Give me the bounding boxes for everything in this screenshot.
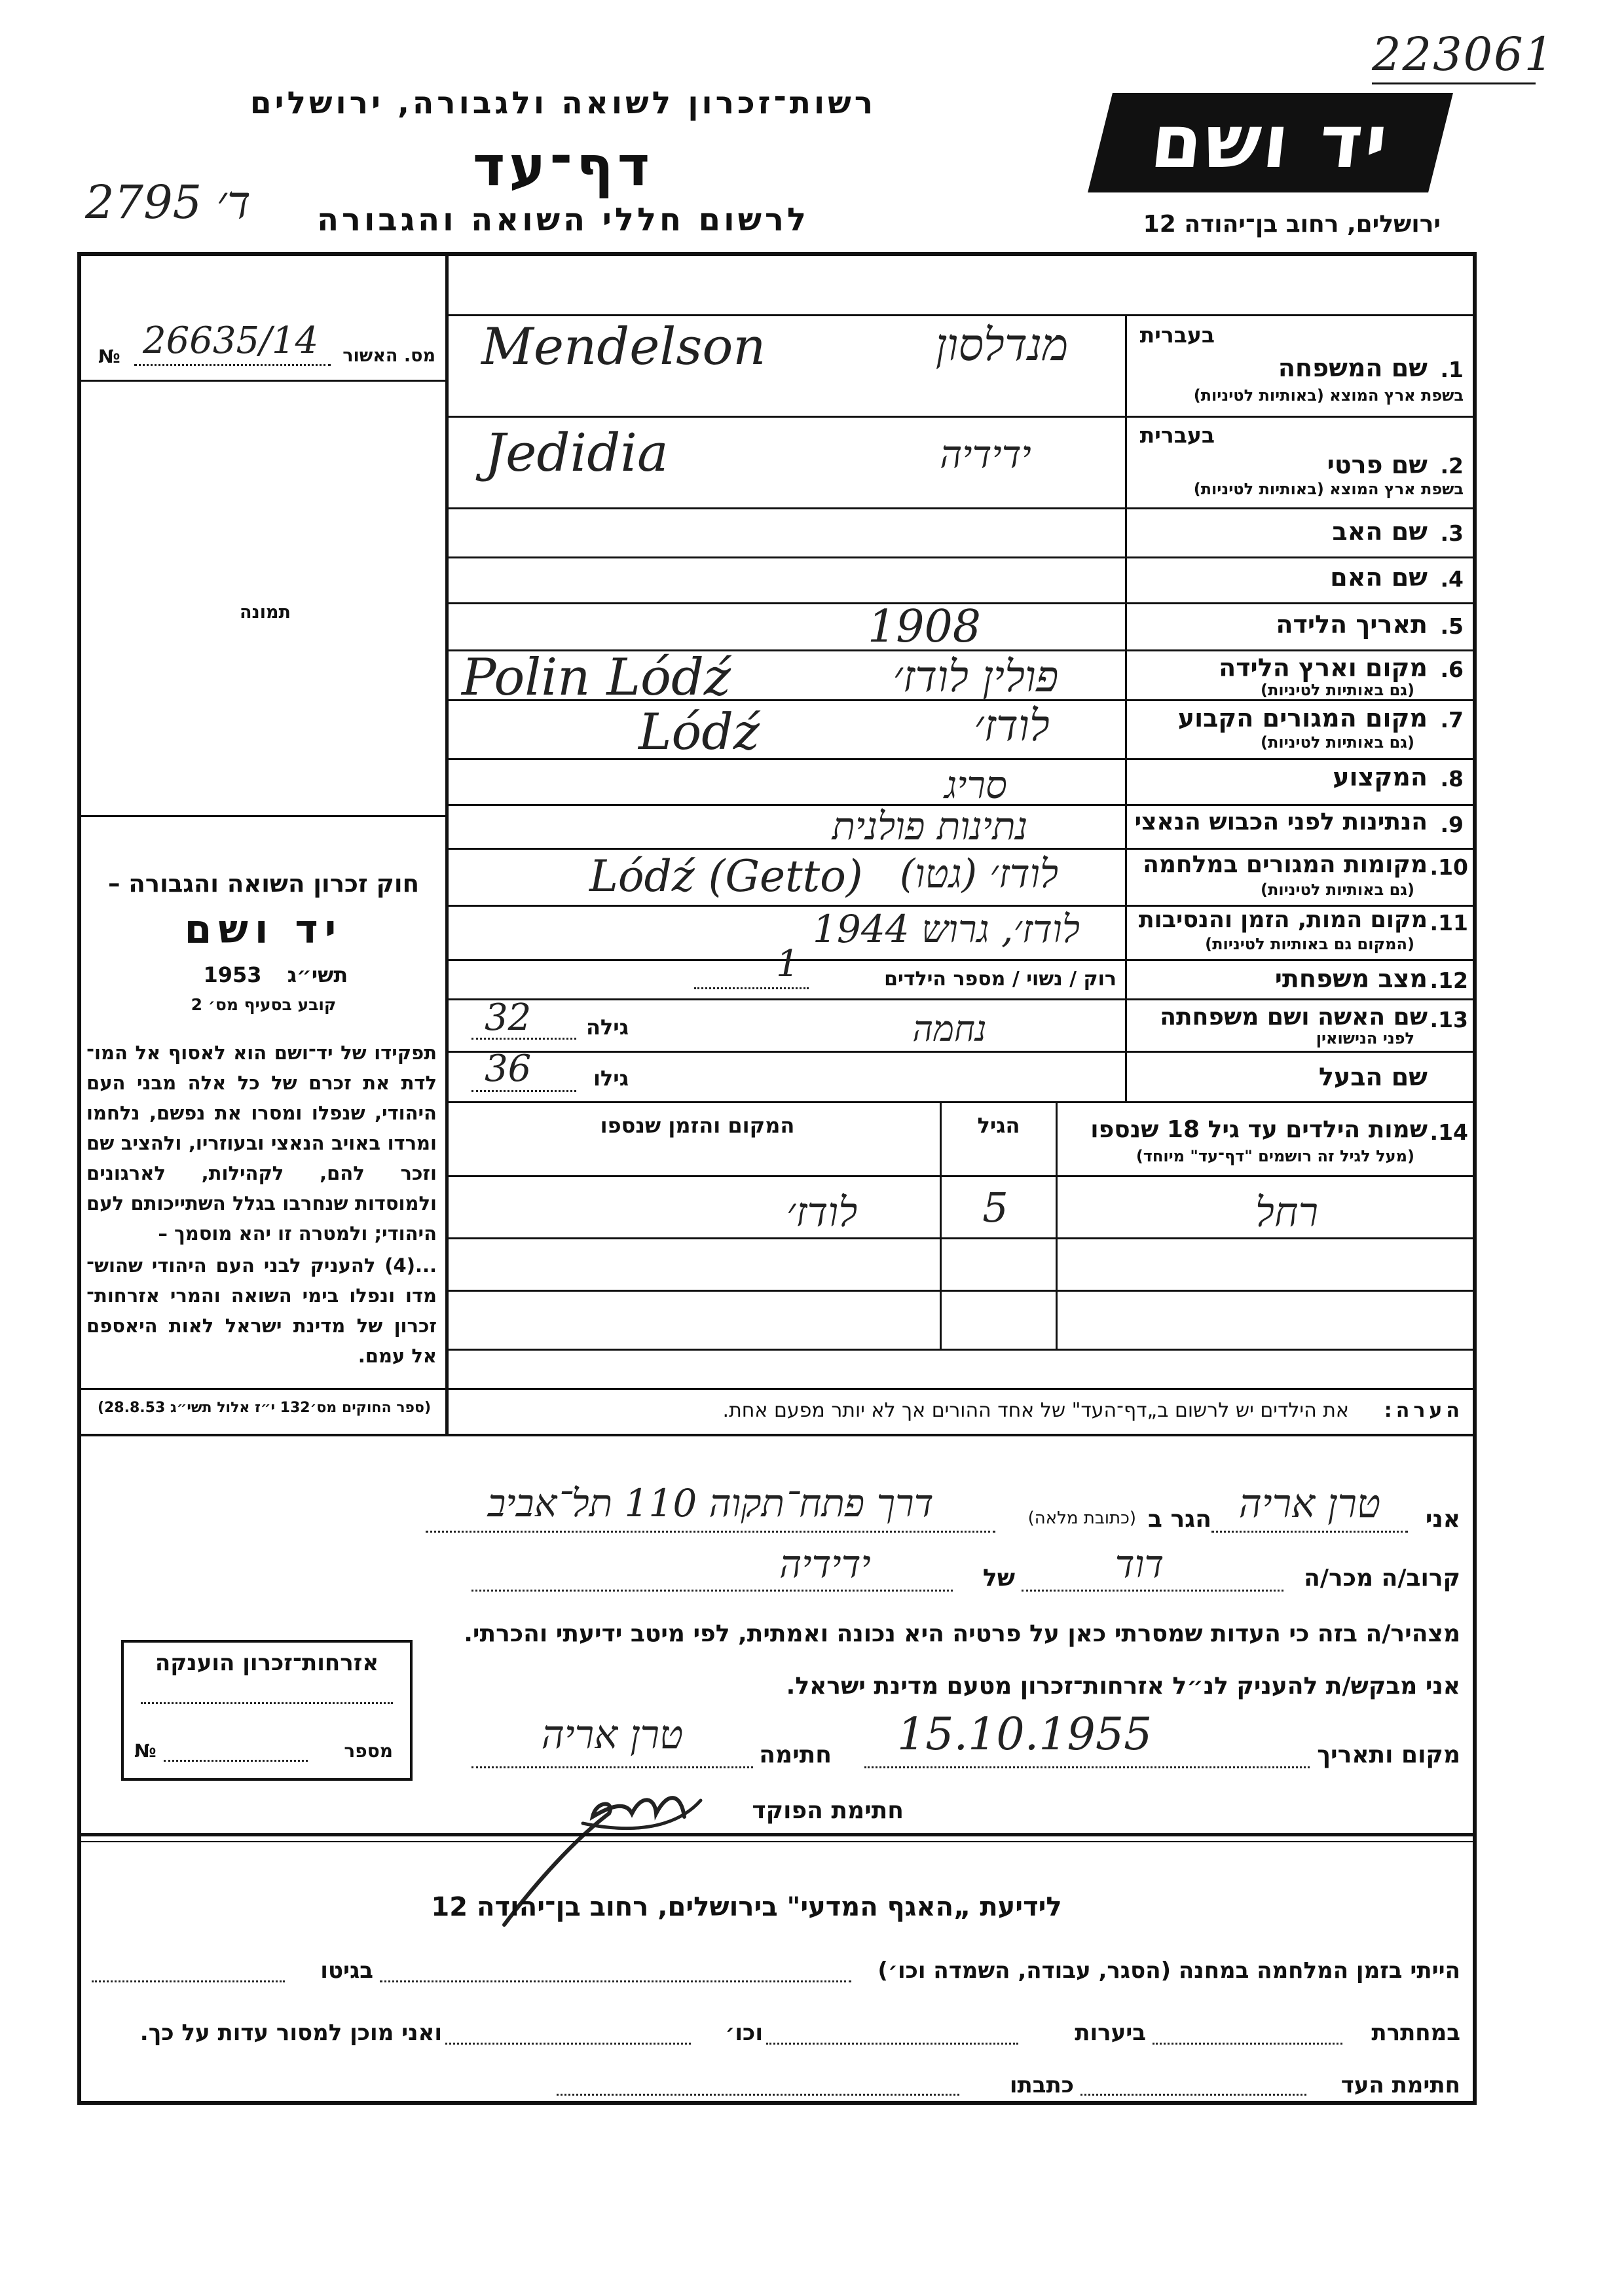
row-line	[449, 1051, 1473, 1053]
f13-wife-name: נחמה	[912, 1008, 987, 1049]
husband-age-dotted-line	[471, 1090, 576, 1092]
row-line	[449, 1101, 1473, 1103]
row-line	[449, 416, 1473, 418]
f12-options: רוק / נשוי / מספר הילדים	[884, 968, 1116, 991]
date-value: 15.10.1955	[897, 1709, 1153, 1760]
left-panel-line	[77, 815, 447, 817]
relation-dotted-line	[1022, 1590, 1283, 1592]
f8-number: 8.	[1440, 766, 1464, 792]
f8-profession: סריג	[944, 763, 1007, 807]
signature-value: טרן אריה	[541, 1712, 684, 1758]
signature-label: חתימה	[759, 1741, 832, 1768]
frame-right	[1473, 252, 1477, 2105]
of-value: ידידיה	[779, 1542, 871, 1586]
row-line	[449, 556, 1473, 558]
f10-number: 10.	[1430, 854, 1468, 880]
note-line-bottom	[77, 1434, 1477, 1436]
bottom-etc-dotted-line	[445, 2043, 691, 2045]
child-age: 5	[982, 1184, 1008, 1231]
photo-label: תמונה	[239, 602, 291, 623]
of-label: של	[982, 1565, 1015, 1592]
bottom-ghetto-dotted-line	[92, 1980, 285, 1982]
f2-latin-value: Jedidia	[485, 422, 669, 483]
f9-number: 9.	[1440, 812, 1464, 837]
children-col-divider	[940, 1101, 942, 1350]
f6-number: 6.	[1440, 657, 1464, 682]
f5-label: תאריך הלידה	[1276, 610, 1428, 639]
declaration-i-label: אני	[1425, 1506, 1460, 1533]
children-col-age: הגיל	[977, 1113, 1020, 1138]
f2-hebrew-value: ידידיה	[940, 432, 1031, 477]
frame-bottom	[77, 2101, 1477, 2105]
in-hebrew-label-2: בעברית	[1139, 422, 1215, 448]
f13-age: 32	[485, 996, 532, 1039]
citizenship-number-dotted-line	[164, 1760, 308, 1762]
f12-children-dotted-line	[694, 987, 809, 989]
place-date-label: מקום ותאריך	[1317, 1741, 1460, 1768]
f7-number: 7.	[1440, 707, 1464, 733]
bottom-heading: לידיעת „האגף המדעי" בירושלים, רחוב בן־יהודה 12	[431, 1892, 1062, 1922]
f4-number: 4.	[1440, 566, 1464, 592]
bottom-address-dotted-line	[557, 2094, 959, 2096]
f3-number: 3.	[1440, 520, 1464, 546]
relation-value: דוד	[1115, 1542, 1164, 1586]
f9-nationality: נתינות פולנית	[832, 804, 1028, 848]
handwritten-reference: 2795 ד׳	[85, 175, 251, 229]
yad-vashem-logo	[1088, 93, 1453, 192]
law-clause: קובע בסעיף מס׳ 2	[191, 995, 337, 1014]
frame-left	[77, 252, 81, 2105]
f2-number: 2.	[1440, 453, 1464, 479]
f13-age-label: גילה	[585, 1015, 629, 1040]
bottom-ghetto-label: בגיטו	[320, 1958, 373, 1984]
husband-age-label: גילו	[593, 1066, 629, 1091]
f13-sub: לפני הנישואין	[1316, 1029, 1414, 1048]
of-dotted-line	[471, 1590, 953, 1592]
f8-label: המקצוע	[1333, 763, 1428, 792]
f10-label: מקומות המגורים במלחמה	[1143, 851, 1428, 878]
f13-number: 13.	[1430, 1007, 1468, 1032]
left-panel-line	[77, 380, 447, 382]
bottom-section-divider-2	[81, 1841, 1473, 1842]
law-year-he: תשי״ג	[287, 962, 348, 987]
husband-age: 36	[485, 1048, 532, 1090]
f12-number: 12.	[1430, 968, 1468, 993]
row-line-top	[445, 314, 1473, 316]
law-name: יד ושם	[184, 907, 343, 953]
f3-label: שם האב	[1332, 517, 1428, 546]
f10-hebrew-value: לודז׳ (גטו)	[899, 851, 1059, 897]
citizenship-number-label: מספר	[344, 1740, 393, 1762]
citizenship-title: אזרחות־זכרון הוענקה	[155, 1650, 379, 1676]
f13-label: שם האשה ושם משפחתה	[1160, 1004, 1428, 1030]
law-title: חוק זכרון השואה והגבורה –	[108, 869, 419, 898]
row-line	[449, 998, 1473, 1000]
f1-hebrew-value: מנדלסון	[935, 319, 1069, 371]
f7-latin-value: Lódź	[638, 702, 760, 761]
label-column-divider	[1125, 314, 1127, 1103]
f1-number: 1.	[1440, 357, 1464, 382]
f5-birth-year: 1908	[868, 601, 982, 653]
law-text-citizenship: ...(4) להעניק לבני העם היהודי שהוש־ מדו ונפלו בימי השואה והמרי אזרחות־ זכרון של מדינת ישראל לאות היאספם אל עמם.	[86, 1254, 437, 1367]
f11-label: מקום המות, הזמן והנסיבות	[1138, 907, 1428, 933]
header-address: ירושלים, רחוב בן־יהודה 12	[1143, 211, 1441, 238]
archive-number: 223061	[1372, 27, 1555, 81]
f10-latin-value: Lódź (Getto)	[589, 851, 863, 902]
children-row-line	[449, 1237, 1473, 1239]
approval-no-symbol: №	[98, 346, 120, 367]
f10-sub: (גם באותיות לטיניות)	[1261, 881, 1414, 899]
form-title: דף־עד	[472, 134, 654, 198]
children-row-line	[449, 1290, 1473, 1292]
children-header-line	[449, 1175, 1473, 1177]
law-text-functions: תפקידו של יד־ושם הוא לאסוף אל המו־ לדת את זכרם של כל אלה מבני העם היהודי, שנפלו ומסרו את נפשם, נלחמו ומרדו באויב הנאצי ובעוזריו, ולהציב שם וזכר להם, לקהילות, לארגונים ולמוסדות שנחרבו בגלל השתייכותם לעם היהודי; ולמטרה זו יהא מוסמך –	[86, 1042, 437, 1245]
lives-label: הגר ב	[1148, 1506, 1211, 1533]
f4-label: שם האם	[1330, 563, 1428, 592]
bottom-witness-dotted-line	[1080, 2094, 1306, 2096]
row-line	[449, 959, 1473, 961]
frame-top	[77, 252, 1477, 256]
f11-sub: (המקום גם באותיות לטיניות)	[1205, 935, 1414, 953]
f6-latin-value: Polin Lódź	[462, 648, 731, 707]
f5-number: 5.	[1440, 613, 1464, 639]
bottom-camp-dotted-line	[380, 1980, 851, 1982]
f6-label: מקום וארץ הלידה	[1219, 653, 1428, 682]
in-hebrew-label: בעברית	[1139, 322, 1215, 348]
declarant-name-dotted-line	[1211, 1531, 1408, 1533]
bottom-forests-dotted-line	[766, 2043, 1018, 2045]
children-row-line	[449, 1349, 1473, 1351]
f2-sub: בשפת ארץ המוצא (באותיות לטיניות)	[1193, 480, 1464, 498]
f7-sub: (גם באותיות לטיניות)	[1261, 733, 1414, 752]
statement-true: מצהיר/ה בזה כי העדות שמסרתי כאן על פרטיה היא נכונה ואמתית, לפי מיטב ידיעתי והכרתי.	[464, 1620, 1460, 1647]
bottom-underground-label: במחתרת	[1371, 2020, 1460, 2046]
f9-label: הנתינות לפני הכבוש הנאצי	[1134, 809, 1428, 835]
f7-hebrew-value: לודז׳	[974, 701, 1050, 751]
bottom-testimony-label: ואני מוכן למסור עדות על כך.	[139, 2020, 442, 2046]
bottom-forests-label: ביערות	[1075, 2020, 1146, 2046]
row-line	[449, 758, 1473, 760]
approval-number: 26635/14	[143, 319, 319, 362]
archive-number-underline	[1372, 82, 1536, 84]
husband-label: שם הבעל	[1318, 1063, 1428, 1091]
f7-label: מקום המגורים הקבוע	[1177, 704, 1428, 733]
f1-latin-value: Mendelson	[481, 318, 766, 376]
approval-label: מס. האשור	[342, 346, 435, 366]
relation-label: קרוב/ה מכר/ה	[1304, 1565, 1460, 1592]
f14-label: שמות הילדים עד גיל 18 שנספו	[1090, 1116, 1428, 1143]
declarant-name: טרן אריה	[1238, 1481, 1381, 1527]
f14-number: 14.	[1430, 1120, 1468, 1145]
officer-signature-label: חתימת הפוקד	[752, 1797, 904, 1824]
date-dotted-line	[864, 1766, 1310, 1768]
f6-hebrew-value: פולין לודז׳	[893, 651, 1059, 702]
f11-death-value: לודז׳, גרוש 1944	[813, 907, 1080, 951]
authority-name: רשות־זכרון לשואה ולגבורה, ירושלים	[249, 85, 877, 121]
bottom-underground-dotted-line	[1153, 2043, 1342, 2045]
statement-request: אני מבקש/ת להעניק לנ״ל אזרחות־זכרון מטעם מדינת ישראל.	[786, 1673, 1460, 1700]
note-text: את הילדים יש לרשום ב„דף־העד" של אחד ההורים אך לא יותר מפעם אחת.	[722, 1399, 1349, 1422]
note-line	[77, 1388, 1477, 1390]
f14-sub: (מעל לגיל זה רושמים "דף־עד" מיוחד)	[1135, 1147, 1414, 1165]
f2-label: שם פרטי	[1327, 450, 1428, 479]
bottom-address-label: כתבתו	[1009, 2072, 1074, 2098]
child-name: רחל	[1255, 1188, 1319, 1236]
row-line	[449, 507, 1473, 509]
children-col-place: המקום והזמן שנספו	[600, 1113, 795, 1138]
form-subtitle: לרשום חללי השואה והגבורה	[317, 202, 809, 238]
address-dotted-line	[426, 1531, 995, 1533]
left-panel-divider	[445, 252, 449, 1434]
f6-sub: (גם באותיות לטיניות)	[1261, 681, 1414, 699]
f1-label: שם המשפחה	[1278, 354, 1428, 382]
f12-label: מצב משפחתי	[1274, 964, 1428, 993]
law-year: 1953	[203, 962, 262, 987]
address-hint: (כתובת מלאה)	[1027, 1508, 1136, 1528]
citizenship-dotted-line	[141, 1702, 393, 1704]
f11-number: 11.	[1430, 910, 1468, 936]
children-col-divider	[1056, 1101, 1058, 1350]
bottom-etc-label: וכו׳	[725, 2020, 763, 2046]
f1-sub: בשפת ארץ המוצא (באותיות לטיניות)	[1193, 386, 1464, 405]
bottom-camp-label: הייתי בזמן המלחמה במחנה (הסגר, עבודה, השמדה וכו׳)	[877, 1958, 1460, 1984]
bottom-section-divider	[81, 1833, 1473, 1836]
logo-text: יד ושם	[1147, 100, 1394, 185]
child-place: לודז׳	[786, 1188, 858, 1236]
bottom-witness-signature-label: חתימת העד	[1340, 2072, 1460, 2098]
approval-dotted-line	[134, 364, 331, 366]
address-value: דרך פתח־תקוה 110 תל־אביב	[487, 1481, 934, 1525]
citizenship-number-symbol: №	[134, 1740, 157, 1762]
note-label: הערה:	[1384, 1399, 1464, 1422]
law-source: (ספר החוקים מס׳132 י״ז אלול תשי״ג 28.8.53)	[97, 1400, 432, 1416]
f12-children-count: 1	[776, 943, 800, 985]
